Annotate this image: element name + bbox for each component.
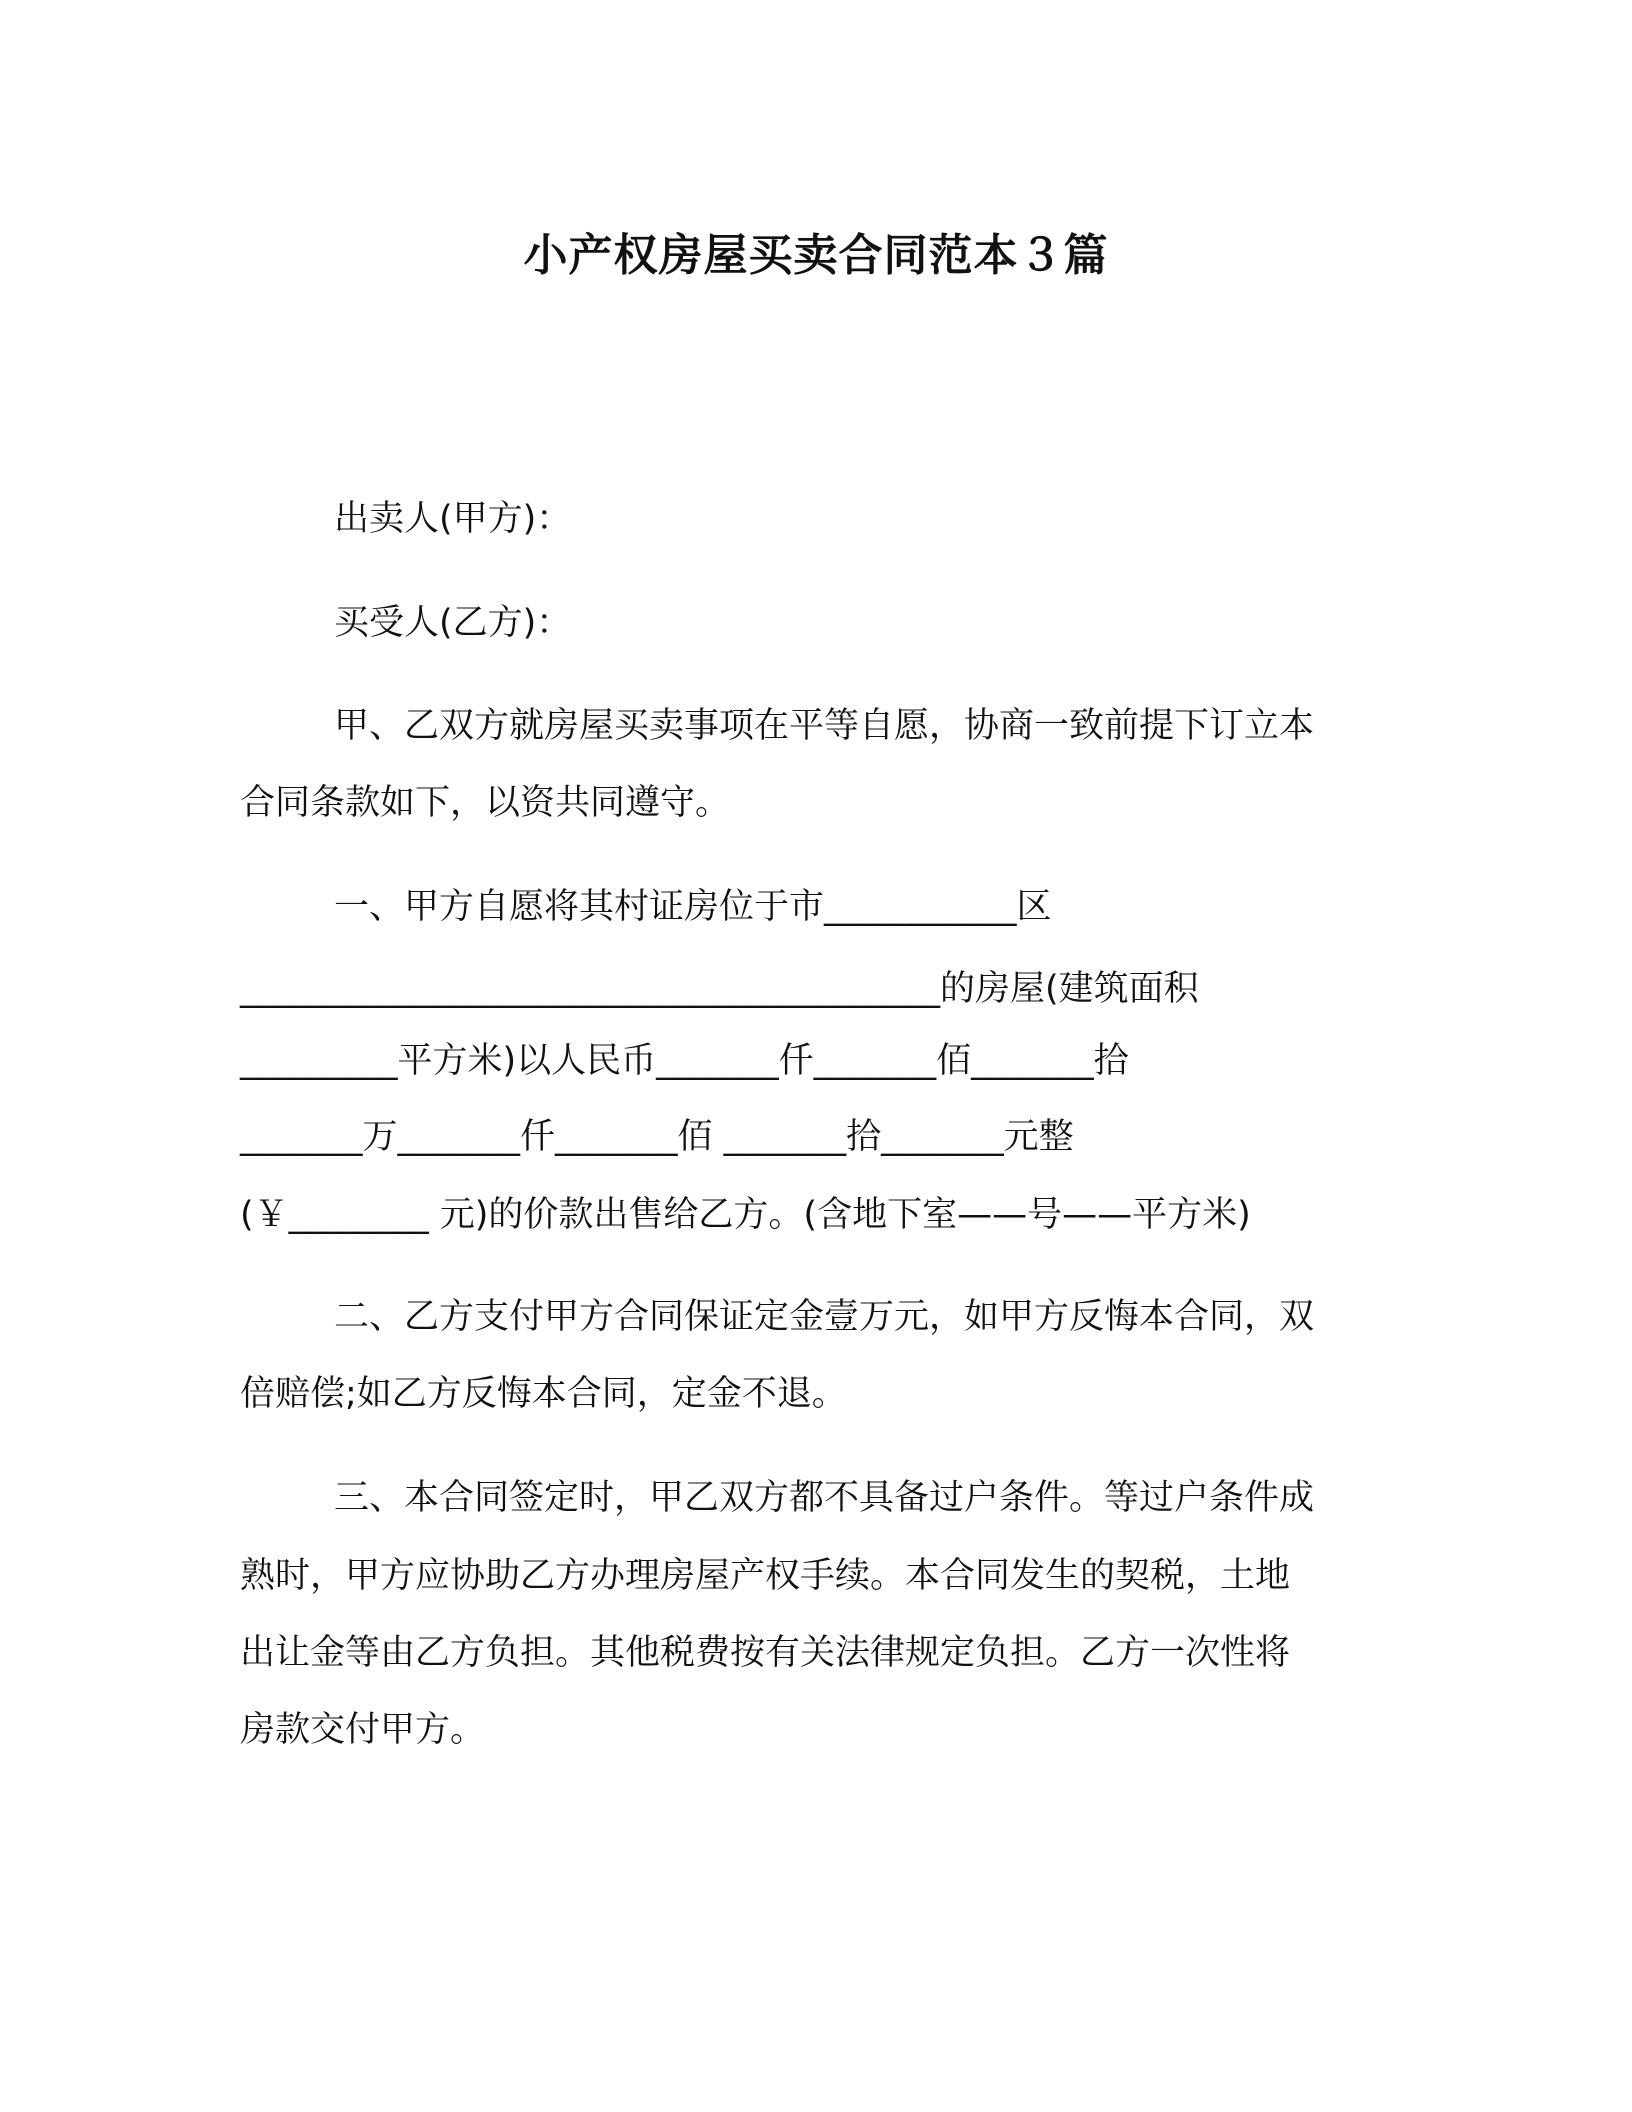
clause1-line-4: _______万_______仟_______佰 _______拾_______元整 <box>240 1117 1074 1157</box>
clause2-line-1: 二、乙方支付甲方合同保证定金壹万元，如甲方反悔本合同，双 <box>334 1297 1315 1337</box>
clause3-line-1: 三、本合同签定时，甲乙双方都不具备过户条件。等过户条件成 <box>334 1478 1315 1518</box>
clause1-line-3: _________平方米)以人民币_______仟_______佰_______拾 <box>240 1041 1129 1081</box>
clause1-line-2: ________________________________________的房屋(建筑面积 <box>240 969 1199 1009</box>
buyer-line: 买受人(乙方)： <box>334 603 572 643</box>
clause3-line-4: 房款交付甲方。 <box>240 1710 486 1750</box>
clause3-line-3: 出让金等由乙方负担。其他税费按有关法律规定负担。乙方一次性将 <box>240 1633 1291 1673</box>
seller-line: 出卖人(甲方)： <box>334 499 572 539</box>
clause2-line-2: 倍赔偿;如乙方反悔本合同，定金不退。 <box>240 1374 847 1414</box>
clause1-line-1: 一、甲方自愿将其村证房位于市___________区 <box>334 887 1052 927</box>
intro-line-2: 合同条款如下，以资共同遵守。 <box>240 783 731 823</box>
intro-line-1: 甲、乙双方就房屋买卖事项在平等自愿，协商一致前提下订立本 <box>334 706 1315 746</box>
clause3-line-2: 熟时，甲方应协助乙方办理房屋产权手续。本合同发生的契税，土地 <box>240 1556 1291 1596</box>
document-title: 小产权房屋买卖合同范本３篇 <box>523 230 1109 281</box>
clause1-line-5: (￥________ 元)的价款出售给乙方。(含地下室——号——平方米) <box>240 1195 1251 1235</box>
